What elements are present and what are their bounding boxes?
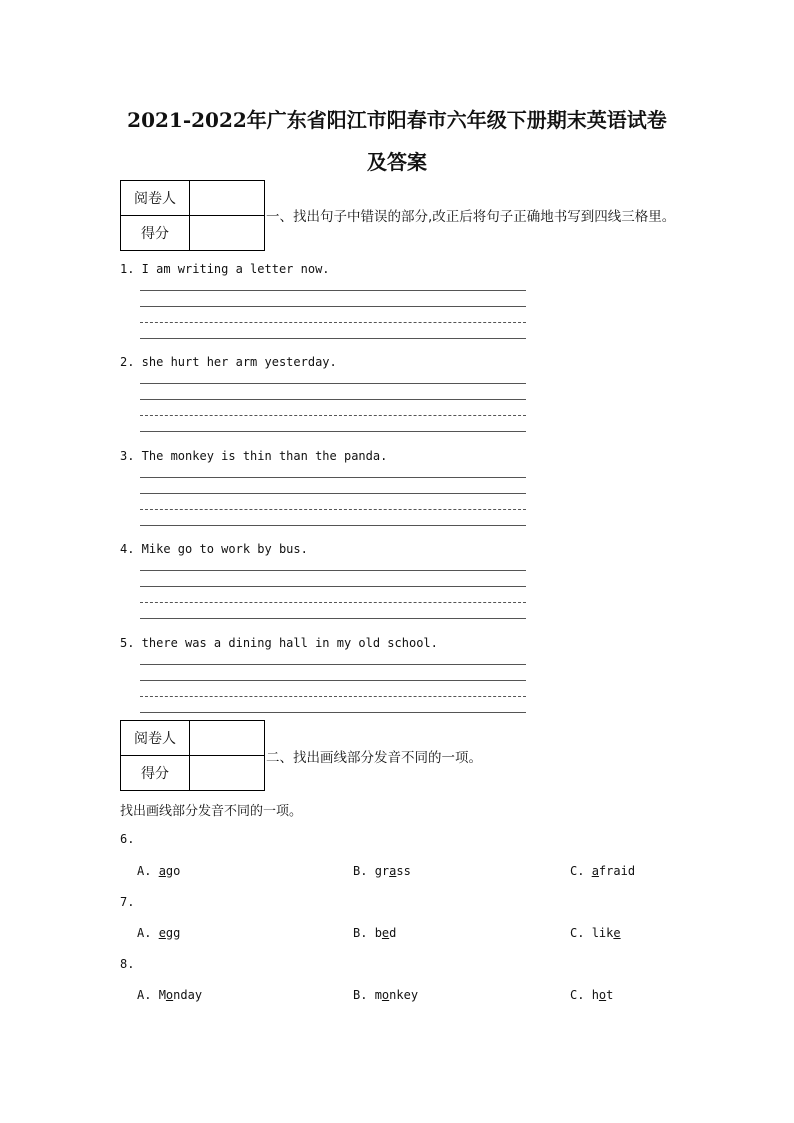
section2-title: 二、找出画线部分发音不同的一项。 [266,750,482,766]
option-7a[interactable] [137,926,180,940]
option-8a[interactable] [137,988,202,1002]
grader-table-1 [120,180,265,251]
option-underlined: o [381,988,390,1002]
question-8-number: 8. [120,957,135,971]
option-text: t [606,988,614,1002]
option-prefix: A. [137,988,159,1002]
question-6-number: 6. [120,832,135,846]
option-text: fraid [598,864,636,878]
option-7b[interactable] [353,926,396,940]
option-prefix: C. [570,926,592,940]
option-text: lik [591,926,614,940]
option-8b[interactable] [353,988,418,1002]
option-underlined: e [613,926,621,940]
question-3: 3. The monkey is thin than the panda. [120,449,388,463]
option-underlined: e [381,926,390,940]
section1-title: 一、找出句子中错误的部分,改正后将句子正确地书写到四线三格里。 [266,209,676,225]
option-underlined: o [165,988,174,1002]
score-label: 得分 [121,216,190,251]
question-4: 4. Mike go to work by bus. [120,542,308,556]
reviewer-label: 阅卷人 [121,721,190,756]
writing-lines-1[interactable] [140,290,526,340]
option-underlined: a [389,864,397,878]
reviewer-box[interactable] [190,721,265,756]
option-text: gg [165,926,181,940]
option-prefix: A. [137,864,159,878]
question-1: 1. I am writing a letter now. [120,262,330,276]
page-title: 2021-2022年广东省阳江市阳春市六年级下册期末英语试卷 [127,108,667,132]
option-text: h [591,988,599,1002]
option-underlined: o [598,988,607,1002]
question-5: 5. there was a dining hall in my old school. [120,636,438,650]
option-6b[interactable] [353,864,411,878]
score-box[interactable] [190,216,265,251]
option-6a[interactable] [137,864,180,878]
option-text: m [374,988,382,1002]
reviewer-box[interactable] [190,181,265,216]
reviewer-label: 阅卷人 [121,181,190,216]
option-text: M [158,988,166,1002]
option-text: ss [396,864,411,878]
question-7-number: 7. [120,895,135,909]
question-2: 2. she hurt her arm yesterday. [120,355,337,369]
option-text: d [389,926,397,940]
option-underlined: a [591,864,599,878]
option-7c[interactable] [570,926,621,940]
writing-lines-4[interactable] [140,570,526,620]
option-text: go [165,864,181,878]
option-text: b [374,926,382,940]
score-label: 得分 [121,756,190,791]
grader-table-2 [120,720,265,791]
option-prefix: B. [353,864,375,878]
option-underlined: a [158,864,166,878]
writing-lines-3[interactable] [140,477,526,527]
score-box[interactable] [190,756,265,791]
option-8c[interactable] [570,988,613,1002]
option-text: nday [173,988,203,1002]
writing-lines-2[interactable] [140,383,526,433]
page-title-line2: 及答案 [367,150,427,174]
option-prefix: B. [353,926,375,940]
option-underlined: e [158,926,166,940]
option-prefix: C. [570,864,592,878]
section2-instruction: 找出画线部分发音不同的一项。 [120,804,303,819]
option-prefix: B. [353,988,375,1002]
option-text: nkey [389,988,419,1002]
option-6c[interactable] [570,864,635,878]
option-prefix: A. [137,926,159,940]
option-prefix: C. [570,988,592,1002]
writing-lines-5[interactable] [140,664,526,714]
option-text: gr [374,864,390,878]
